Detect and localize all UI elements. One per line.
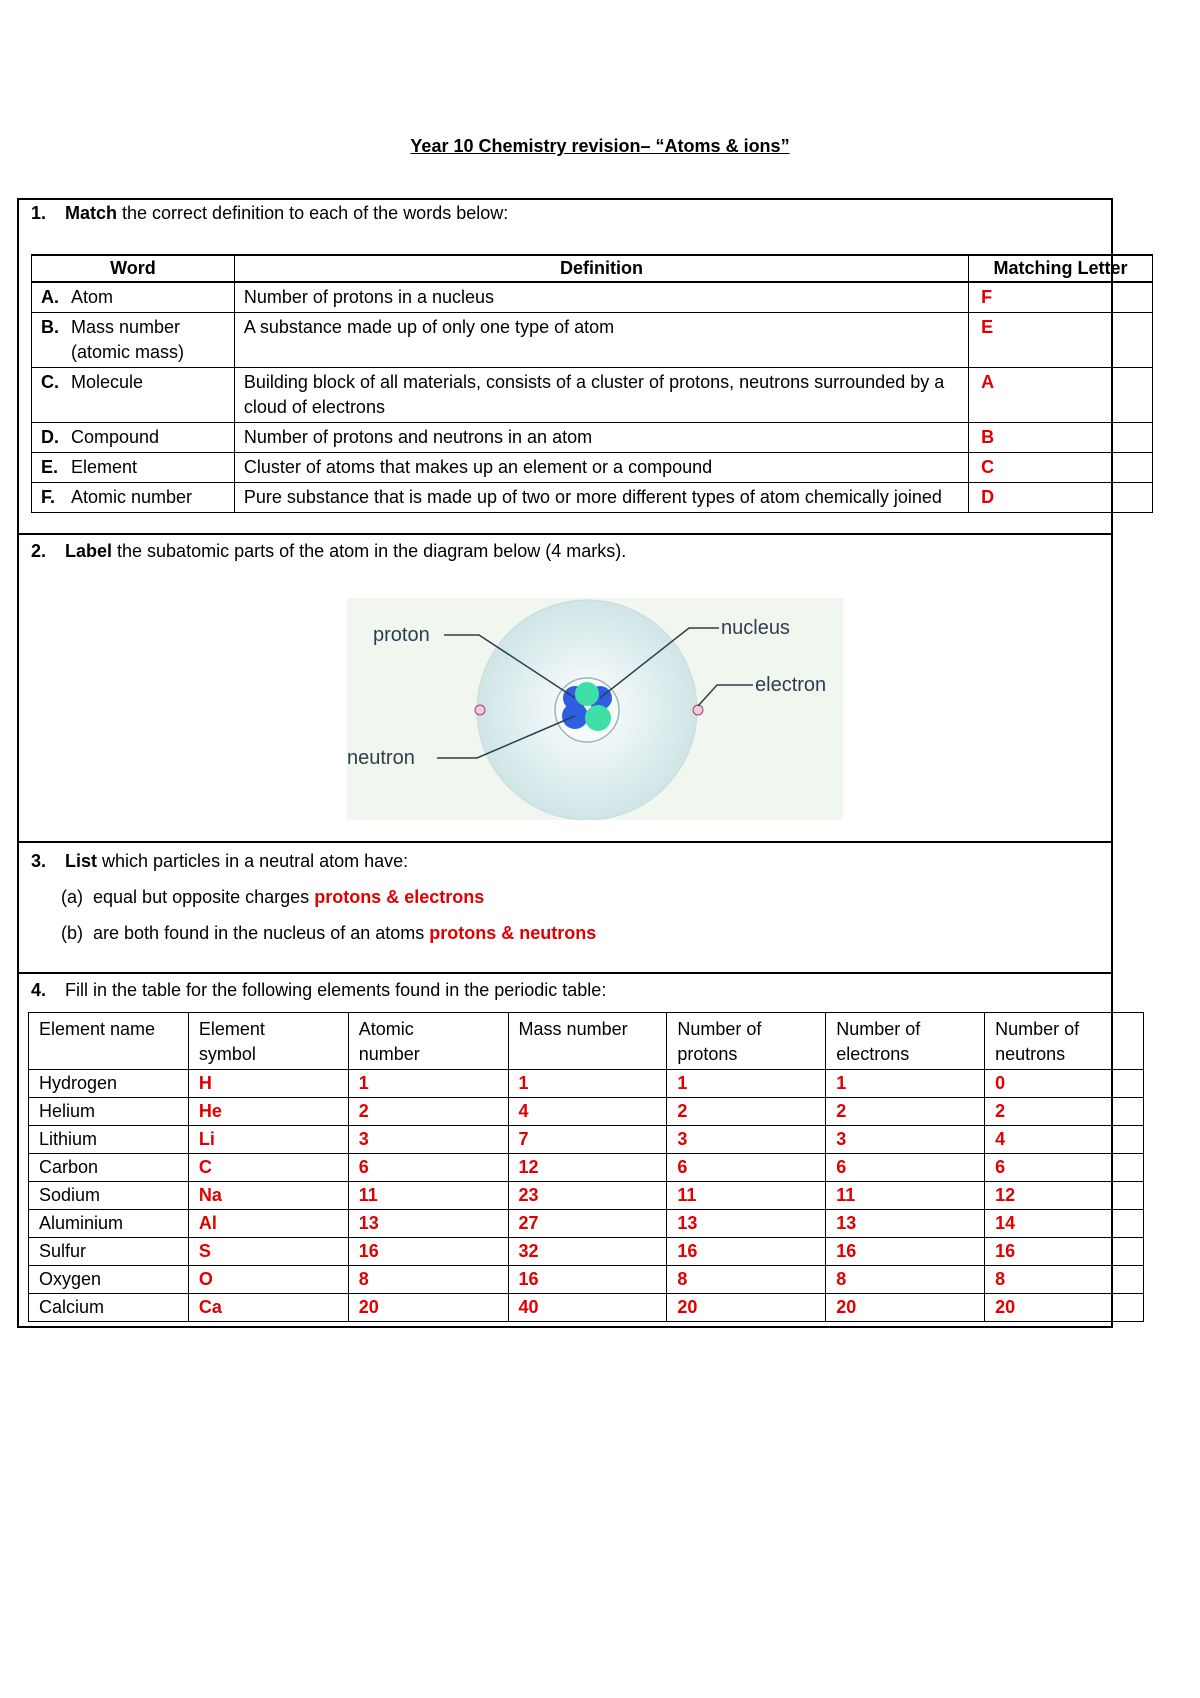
word-cell (32, 423, 235, 453)
answer-cell: 13 (826, 1210, 985, 1238)
answer-cell: H (188, 1070, 348, 1098)
elements-table (28, 1012, 1144, 1322)
matching-table-header (32, 255, 1153, 282)
word-letter: F. (41, 487, 56, 507)
element-name-cell: Aluminium (29, 1210, 189, 1238)
question-text: the correct definition to each of the words below: (117, 203, 509, 223)
question-1-prompt (31, 203, 508, 224)
definition-cell: A substance made up of only one type of atom (234, 313, 968, 368)
answer-cell: 20 (826, 1294, 985, 1322)
answer-cell: 6 (348, 1154, 508, 1182)
answer-cell: 2 (826, 1098, 985, 1126)
question-3b (61, 923, 596, 944)
matching-row (32, 313, 1153, 368)
definition-cell: Number of protons and neutrons in an atom (234, 423, 968, 453)
question-text: the subatomic parts of the atom in the diagram below (4 marks). (112, 541, 627, 561)
neutron-label: neutron (347, 747, 415, 769)
definition-cell: Pure substance that is made up of two or more different types of atom chemically joined (234, 483, 968, 513)
header-cell (985, 1013, 1144, 1070)
neutron-particle (575, 682, 599, 706)
element-name-cell: Calcium (29, 1294, 189, 1322)
proton-label: proton (373, 624, 430, 646)
word-letter: A. (41, 287, 59, 307)
answer-cell: 2 (348, 1098, 508, 1126)
answer-cell: 20 (667, 1294, 826, 1322)
answer-cell: 6 (667, 1154, 826, 1182)
header-cell (29, 1013, 189, 1070)
answer-3a: protons & electrons (314, 887, 485, 907)
answer-cell: 4 (508, 1098, 667, 1126)
question-number: 4. (31, 980, 47, 1000)
matching-letter-cell: B (969, 423, 1153, 453)
answer-cell: 1 (826, 1070, 985, 1098)
word-letter: C. (41, 372, 59, 392)
sub-label: (b) (61, 923, 83, 943)
electron-particle (693, 705, 703, 715)
word-cell (32, 282, 235, 313)
element-name-cell: Helium (29, 1098, 189, 1126)
header-line: electrons (836, 1044, 910, 1064)
atom-diagram (347, 598, 843, 820)
element-name-cell: Carbon (29, 1154, 189, 1182)
question-number: 3. (31, 851, 47, 871)
definition-cell: Number of protons in a nucleus (234, 282, 968, 313)
answer-cell: 16 (348, 1238, 508, 1266)
answer-cell: 40 (508, 1294, 667, 1322)
answer-cell: Ca (188, 1294, 348, 1322)
header-line: Atomic (358, 1019, 414, 1039)
question-4-prompt (31, 980, 606, 1001)
header-line: Number of (836, 1019, 921, 1039)
word-letter: B. (41, 317, 59, 337)
matching-table (31, 254, 1153, 513)
answer-cell: 27 (508, 1210, 667, 1238)
word-cell (32, 313, 235, 368)
element-row (29, 1238, 1144, 1266)
element-row (29, 1098, 1144, 1126)
answer-cell: 13 (667, 1210, 826, 1238)
header-line: number (358, 1044, 420, 1064)
header-cell (188, 1013, 348, 1070)
header-line: neutrons (995, 1044, 1066, 1064)
header-line: Element name (39, 1019, 156, 1039)
neutron-particle (585, 705, 611, 731)
answer-cell: 6 (985, 1154, 1144, 1182)
answer-cell: 23 (508, 1182, 667, 1210)
word-text: Atom (71, 287, 114, 307)
answer-cell: 8 (348, 1266, 508, 1294)
header-cell (667, 1013, 826, 1070)
answer-cell: 8 (667, 1266, 826, 1294)
element-row (29, 1210, 1144, 1238)
element-row (29, 1126, 1144, 1154)
answer-cell: 6 (826, 1154, 985, 1182)
element-row (29, 1154, 1144, 1182)
matching-letter-cell: F (969, 282, 1153, 313)
answer-cell: 16 (985, 1238, 1144, 1266)
matching-row (32, 483, 1153, 513)
element-row (29, 1266, 1144, 1294)
question-3a (61, 887, 484, 908)
electron-particle (475, 705, 485, 715)
header-word: Word (32, 255, 235, 282)
answer-cell: 32 (508, 1238, 667, 1266)
answer-cell: He (188, 1098, 348, 1126)
answer-cell: 14 (985, 1210, 1144, 1238)
word-cell (32, 368, 235, 423)
word-text: Atomic number (71, 487, 193, 507)
element-row (29, 1182, 1144, 1210)
answer-cell: 11 (667, 1182, 826, 1210)
word-text: Mass number (71, 317, 181, 337)
electron-label: electron (755, 674, 827, 696)
answer-cell: 7 (508, 1126, 667, 1154)
answer-cell: 11 (826, 1182, 985, 1210)
word-text: Compound (71, 427, 160, 447)
question-text: Fill in the table for the following elements found in the periodic table: (65, 980, 607, 1000)
word-text-continued: (atomic mass) (71, 342, 185, 362)
answer-cell: 12 (985, 1182, 1144, 1210)
header-line: symbol (198, 1044, 256, 1064)
matching-row (32, 368, 1153, 423)
element-row (29, 1070, 1144, 1098)
word-cell (32, 453, 235, 483)
answer-cell: 2 (667, 1098, 826, 1126)
question-number: 1. (31, 203, 47, 223)
header-line: Mass number (518, 1019, 628, 1039)
answer-cell: 3 (826, 1126, 985, 1154)
header-line: Number of (995, 1019, 1080, 1039)
header-cell (826, 1013, 985, 1070)
answer-cell: 13 (348, 1210, 508, 1238)
answer-cell: 4 (985, 1126, 1144, 1154)
word-text: Element (71, 457, 138, 477)
matching-row (32, 282, 1153, 313)
sub-text: equal but opposite charges (93, 887, 310, 907)
answer-cell: Al (188, 1210, 348, 1238)
answer-cell: 3 (348, 1126, 508, 1154)
answer-cell: 20 (348, 1294, 508, 1322)
answer-cell: O (188, 1266, 348, 1294)
answer-cell: 0 (985, 1070, 1144, 1098)
answer-cell: S (188, 1238, 348, 1266)
matching-row (32, 423, 1153, 453)
answer-3b: protons & neutrons (429, 923, 597, 943)
matching-letter-cell: A (969, 368, 1153, 423)
sub-label: (a) (61, 887, 83, 907)
header-cell (348, 1013, 508, 1070)
header-matching-letter: Matching Letter (969, 255, 1153, 282)
answer-cell: 16 (667, 1238, 826, 1266)
answer-cell: 11 (348, 1182, 508, 1210)
definition-cell: Cluster of atoms that makes up an element or a compound (234, 453, 968, 483)
answer-cell: 8 (826, 1266, 985, 1294)
header-line: Element (198, 1019, 265, 1039)
answer-cell: 2 (985, 1098, 1144, 1126)
question-2-prompt (31, 541, 626, 562)
word-letter: E. (41, 457, 59, 477)
sub-text: are both found in the nucleus of an atoms (93, 923, 425, 943)
element-name-cell: Lithium (29, 1126, 189, 1154)
matching-letter-cell: C (969, 453, 1153, 483)
matching-letter-cell: E (969, 313, 1153, 368)
answer-cell: 1 (508, 1070, 667, 1098)
matching-letter-cell: D (969, 483, 1153, 513)
word-text: Molecule (71, 372, 144, 392)
definition-cell: Building block of all materials, consists of a cluster of protons, neutrons surrounded by a cloud of electrons (234, 368, 968, 423)
answer-cell: 12 (508, 1154, 667, 1182)
question-verb: List (65, 851, 98, 871)
question-3-prompt (31, 851, 408, 872)
header-definition: Definition (234, 255, 968, 282)
word-letter: D. (41, 427, 59, 447)
answer-cell: 16 (508, 1266, 667, 1294)
question-text: which particles in a neutral atom have: (97, 851, 409, 871)
element-name-cell: Sodium (29, 1182, 189, 1210)
element-name-cell: Sulfur (29, 1238, 189, 1266)
question-verb: Label (65, 541, 113, 561)
question-verb: Match (65, 203, 118, 223)
element-name-cell: Oxygen (29, 1266, 189, 1294)
answer-cell: 8 (985, 1266, 1144, 1294)
answer-cell: 1 (348, 1070, 508, 1098)
element-row (29, 1294, 1144, 1322)
answer-cell: 3 (667, 1126, 826, 1154)
elements-table-header (29, 1013, 1144, 1070)
nucleus-label: nucleus (721, 617, 790, 639)
answer-cell: 16 (826, 1238, 985, 1266)
header-line: protons (677, 1044, 738, 1064)
question-number: 2. (31, 541, 47, 561)
matching-row (32, 453, 1153, 483)
answer-cell: Na (188, 1182, 348, 1210)
page-title: Year 10 Chemistry revision– “Atoms & ions” (410, 136, 790, 156)
header-line: Number of (677, 1019, 762, 1039)
element-name-cell: Hydrogen (29, 1070, 189, 1098)
answer-cell: Li (188, 1126, 348, 1154)
answer-cell: 20 (985, 1294, 1144, 1322)
answer-cell: C (188, 1154, 348, 1182)
answer-cell: 1 (667, 1070, 826, 1098)
word-cell (32, 483, 235, 513)
header-cell (508, 1013, 667, 1070)
